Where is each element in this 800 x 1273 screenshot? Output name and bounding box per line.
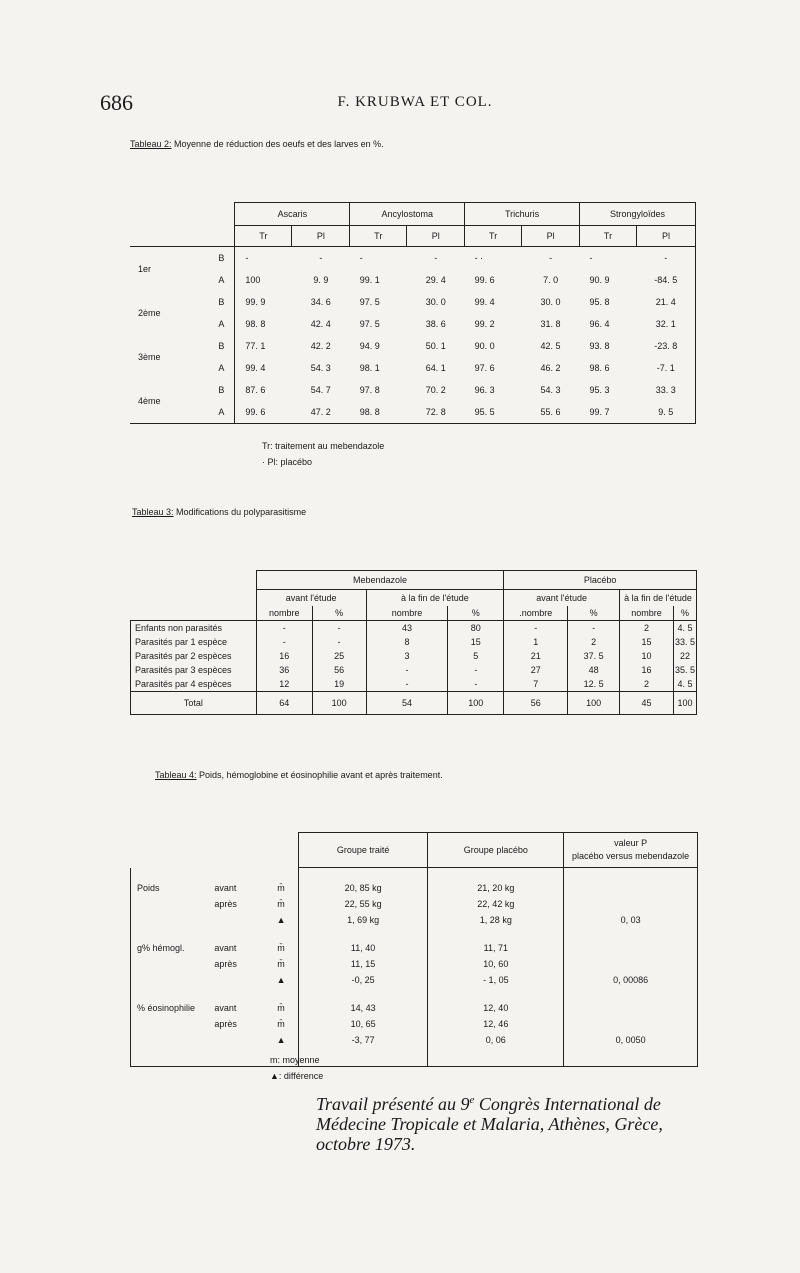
table4-when [214, 912, 264, 928]
table2-sub-header: Tr [350, 226, 407, 247]
table3-cell: 2 [620, 677, 674, 692]
table3-mid-header: avant l'étude [256, 590, 366, 607]
table4-header-pvalue [564, 833, 698, 868]
table2-cell: 99. 4 [474, 297, 495, 307]
table3-cell: 43 [366, 621, 448, 636]
table3-total-cell: 100 [568, 692, 620, 715]
table2-cell: 46. 2 [540, 363, 561, 373]
table3-cell: 22 [673, 649, 696, 663]
table-row [131, 649, 697, 663]
table3-cell: 56 [312, 663, 366, 677]
table3-cell: - [256, 621, 312, 636]
table3-cell: 4. 5 [673, 621, 696, 636]
table2-cell: - [636, 247, 695, 270]
table2-cell: 90. 9 [589, 275, 610, 285]
table4-pvalue [564, 956, 698, 972]
table4-placebo: 0, 06 [428, 1032, 564, 1067]
table-row [131, 972, 698, 988]
table2-cell: 99. 7 [580, 401, 637, 424]
table3-cell: 21 [504, 649, 568, 663]
table-row [130, 379, 696, 401]
table2-cell: 38. 6 [425, 319, 446, 329]
table4-param: Poids [131, 868, 215, 897]
table2-sub-header: Pl [292, 226, 350, 247]
table4-placebo: 22, 42 kg [428, 896, 564, 912]
table-row [131, 868, 698, 897]
table-row [130, 291, 696, 313]
table2-cell: 77. 1 [235, 335, 292, 357]
table3-total-cell: 45 [620, 692, 674, 715]
table4-when: après [214, 959, 237, 969]
table2-sub-header: Tr [465, 226, 522, 247]
table3-total-cell: 100 [312, 692, 366, 715]
table2-cell: 98. 1 [359, 363, 380, 373]
table3-sub-header: % [568, 606, 620, 621]
table3-cell: - [448, 663, 504, 677]
table2-cell: 9. 9 [313, 275, 329, 285]
table2-cell: 97. 5 [359, 297, 380, 307]
table3-total-cell: 100 [448, 692, 504, 715]
table4-placebo: - 1, 05 [428, 972, 564, 988]
footer-line1-a: Travail présenté au 9 [316, 1094, 470, 1114]
table2-sub-header: Pl [407, 226, 465, 247]
table3-cell: 33. 5 [674, 637, 695, 647]
table3-caption-label: Tableau 3: [132, 507, 174, 517]
table3-cell: 2 [620, 621, 674, 636]
table2-cell: 70. 2 [425, 385, 446, 395]
table4-treated: -3, 77 [298, 1032, 428, 1067]
footer-line3: octobre 1973. [316, 1134, 416, 1154]
table2-row-key: B [218, 341, 225, 351]
table3-sub-header: % [312, 606, 366, 621]
table2-cell: 96. 3 [474, 385, 495, 395]
table2-period-label: 4ème [130, 379, 190, 424]
footer-line1-sup: e [469, 1094, 475, 1106]
page-number: 686 [100, 90, 133, 115]
table3-cell: 5 [448, 649, 504, 663]
table-row [131, 1016, 698, 1032]
table2-sub-header: Tr [235, 226, 292, 247]
table4-caption-text: Poids, hémoglobine et éosinophilie avant et après traitement. [196, 770, 443, 780]
table-row [131, 1032, 698, 1067]
table2-cell: 99. 2 [474, 319, 495, 329]
table3-cell: - [312, 635, 366, 649]
legend-delta: ▲: différence [270, 1071, 324, 1081]
table2-row-key: B [218, 297, 225, 307]
table3-cell: 7 [504, 677, 568, 692]
table3-cell: 12 [256, 677, 312, 692]
table2-cell: 98. 8 [235, 313, 292, 335]
table2-cell: -7. 1 [636, 357, 695, 379]
table4-param [131, 1032, 215, 1067]
table4-treated: 10, 65 [298, 1016, 428, 1032]
table-row [131, 928, 698, 956]
table3-cell: - [366, 677, 448, 692]
table4-param [131, 896, 215, 912]
table2-cell: 96. 4 [589, 319, 610, 329]
footer-note [316, 1094, 736, 1154]
table4-treated: 1, 69 kg [298, 912, 428, 928]
table2-cell: 97. 5 [359, 319, 380, 329]
table3-total-label: Total [131, 692, 257, 715]
table3-mid-header: à la fin de l'étude [620, 590, 697, 607]
table4-when [214, 1032, 264, 1067]
table4-pvalue: 0, 03 [564, 912, 698, 928]
table4-param [131, 956, 215, 972]
table2-reduction [130, 202, 696, 424]
table2-cell: 95. 8 [589, 297, 610, 307]
table2-cell: 97. 6 [474, 363, 495, 373]
table2-cell: 99. 9 [235, 291, 292, 313]
table2-cell: - [292, 247, 350, 270]
table3-cell: - [312, 621, 366, 636]
table3-sub-header: % [448, 606, 504, 621]
table3-cell: - [366, 663, 448, 677]
table4-treated: 11, 15 [298, 956, 428, 972]
table4-pvalue [564, 928, 698, 956]
table2-cell: 31. 8 [540, 319, 561, 329]
table4-pvalue [564, 1016, 698, 1032]
table4-symbol: m̄ [277, 943, 285, 953]
table2-caption-label: Tableau 2: [130, 139, 172, 149]
footer-line1 [316, 1094, 736, 1114]
table4-placebo: 10, 60 [428, 956, 564, 972]
table2-cell: 34. 6 [310, 297, 331, 307]
table4-treated: 22, 55 kg [298, 896, 428, 912]
table-row [130, 269, 696, 291]
table2-cell: - [235, 247, 292, 270]
table3-cell: 15 [620, 635, 674, 649]
table4-placebo: 12, 46 [428, 1016, 564, 1032]
table-row [130, 401, 696, 424]
table3-cell: 3 [366, 649, 448, 663]
table4-param [131, 912, 215, 928]
table4-when: avant [214, 943, 237, 953]
table4-header-pvalue-l2: placébo versus mebendazole [572, 851, 690, 861]
table2-cell: - [407, 247, 465, 270]
table-row [130, 247, 696, 270]
table2-row-key: A [218, 319, 225, 329]
table4-param [131, 972, 215, 988]
table4-treated: 14, 43 [298, 988, 428, 1016]
table4-symbol: m̄ [277, 959, 285, 969]
table2-cell: - · [465, 247, 522, 270]
table2-cell: 7. 0 [543, 275, 559, 285]
table-row [131, 677, 697, 692]
table2-cell: 98. 6 [589, 363, 610, 373]
table4-pvalue [564, 896, 698, 912]
table3-cell: 10 [620, 649, 674, 663]
table4-when: après [214, 1019, 237, 1029]
footer-line1-b: Congrès International de [474, 1094, 661, 1114]
table2-caption-text: Moyenne de réduction des oeufs et des larves en %. [171, 139, 384, 149]
table2-sub-header: Pl [522, 226, 580, 247]
legend-pl: · Pl: placébo [262, 457, 313, 467]
table3-cell: - [256, 635, 312, 649]
table3-sub-header: nombre [366, 606, 448, 621]
table-row [131, 635, 697, 649]
table2-row-key: B [190, 247, 235, 270]
table2-row-key: A [190, 401, 235, 424]
table-row [131, 956, 698, 972]
table3-cell: 25 [312, 649, 366, 663]
table-row [130, 335, 696, 357]
table4-pvalue: 0, 00086 [564, 972, 698, 988]
table2-sub-header: Tr [580, 226, 637, 247]
table4-param [131, 1016, 215, 1032]
table3-cell: 4. 5 [673, 677, 696, 692]
table3-mid-header: à la fin de l'étude [366, 590, 504, 607]
table2-caption [130, 139, 384, 149]
table2-row-key: A [218, 275, 225, 285]
table3-cell: 19 [312, 677, 366, 692]
table-row [130, 357, 696, 379]
table3-cell: 15 [448, 635, 504, 649]
table4-when: avant [214, 882, 237, 893]
table2-cell: 29. 4 [425, 275, 446, 285]
table4-symbol: ▲ [276, 915, 286, 925]
table3-cell: - [568, 621, 620, 636]
table-row [130, 313, 696, 335]
table4-when [214, 972, 264, 988]
table4-symbol: m̄ [277, 1019, 285, 1029]
table2-cell: - [580, 247, 637, 270]
table2-sub-header: Pl [636, 226, 695, 247]
table2-cell: 47. 2 [292, 401, 350, 424]
table4-treated: 11, 40 [298, 928, 428, 956]
table3-top-header: Placébo [504, 571, 697, 590]
footer-line2: Médecine Tropicale et Malaria, Athènes, Grèce, [316, 1114, 663, 1134]
table2-cell: 30. 0 [540, 297, 561, 307]
table4-treated: -0, 25 [298, 972, 428, 988]
table2-period-label: 3ème [138, 352, 161, 362]
table2-cell: 54. 3 [540, 385, 561, 395]
table4-placebo: 11, 71 [428, 928, 564, 956]
table2-cell: 42. 4 [310, 319, 331, 329]
table2-cell: - [350, 247, 407, 270]
table2-cell: 99. 1 [359, 275, 380, 285]
table2-cell: 98. 8 [350, 401, 407, 424]
table3-row-label: Parasités par 1 espèce [131, 635, 257, 649]
table4-pvalue [564, 868, 698, 897]
table2-group-header: Ascaris [235, 203, 350, 226]
table4-header-pvalue-l1: valeur P [614, 838, 648, 848]
table2-cell: -23. 8 [636, 335, 695, 357]
running-header-authors: F. KRUBWA ET COL. [337, 94, 493, 110]
table3-cell: 16 [620, 663, 674, 677]
table4-when: avant [214, 1003, 237, 1013]
table3-cell: 37. 5 [568, 649, 620, 663]
table3-cell: 48 [568, 663, 620, 677]
table3-cell: 16 [256, 649, 312, 663]
table2-cell: 64. 1 [425, 363, 446, 373]
table3-cell: 36 [256, 663, 312, 677]
table4-legend [270, 1052, 323, 1084]
table-row [131, 663, 697, 677]
table2-cell: 100 [235, 269, 292, 291]
table4-param: g% hémogl. [131, 928, 215, 956]
table3-row-label: Enfants non parasités [131, 621, 257, 636]
table2-cell: 90. 0 [474, 341, 495, 351]
table2-cell: 9. 5 [636, 401, 695, 424]
table2-cell: - [522, 247, 580, 270]
table4-symbol: m̄ [277, 899, 285, 909]
table2-cell: 21. 4 [636, 291, 695, 313]
table2-row-key: A [218, 363, 225, 373]
table4-pvalue: 0, 0050 [564, 1032, 698, 1067]
table2-cell: 97. 8 [359, 385, 380, 395]
table2-cell: 55. 6 [522, 401, 580, 424]
table3-cell: - [504, 621, 568, 636]
table3-cell: 1 [504, 635, 568, 649]
table2-cell: 99. 4 [235, 357, 292, 379]
table3-caption-text: Modifications du polyparasitisme [173, 507, 307, 517]
table4-pvalue [564, 988, 698, 1016]
legend-tr: Tr: traitement au mebendazole [262, 441, 385, 451]
legend-m: m: moyenne [270, 1055, 320, 1065]
table3-sub-header: % [673, 606, 696, 621]
table2-cell: 30. 0 [425, 297, 446, 307]
table2-cell: -84. 5 [636, 269, 695, 291]
table3-cell: 8 [366, 635, 448, 649]
table3-caption [132, 507, 306, 517]
table-row [131, 912, 698, 928]
table4-symbol: m̄ [277, 882, 285, 893]
table-row [131, 896, 698, 912]
table3-row-label: Parasités par 4 espèces [131, 677, 257, 692]
table3-total-row [131, 692, 697, 715]
table4-placebo: 21, 20 kg [428, 868, 564, 897]
table2-period-label: 2ème [138, 308, 161, 318]
table3-row-label: Parasités par 3 espèces [131, 663, 257, 677]
table2-group-header: Strongyloïdes [580, 203, 696, 226]
table4-param: % éosinophilie [131, 988, 215, 1016]
table4-weight-hemoglobin [130, 832, 698, 1067]
table2-period-label: 1er [130, 247, 190, 292]
table4-placebo: 1, 28 kg [428, 912, 564, 928]
table3-total-cell: 56 [504, 692, 568, 715]
table3-top-header: Mebendazole [256, 571, 504, 590]
table3-cell: 80 [448, 621, 504, 636]
table4-caption-label: Tableau 4: [155, 770, 197, 780]
table3-cell: 27 [504, 663, 568, 677]
table3-polyparasitism [130, 570, 697, 715]
table2-group-header: Trichuris [465, 203, 580, 226]
table2-cell: 99. 6 [235, 401, 292, 424]
table3-sub-header: nombre [256, 606, 312, 621]
table4-placebo: 12, 40 [428, 988, 564, 1016]
table2-cell: 50. 1 [425, 341, 446, 351]
table3-cell: - [448, 677, 504, 692]
table4-symbol: ▲ [276, 975, 286, 985]
table3-cell: 35. 5 [674, 665, 695, 675]
table4-caption [155, 770, 443, 780]
table2-cell: 33. 3 [636, 379, 695, 401]
table2-cell: 93. 8 [589, 341, 610, 351]
table3-total-cell: 64 [256, 692, 312, 715]
table2-row-key: B [218, 385, 225, 395]
table2-cell: 72. 8 [407, 401, 465, 424]
table2-cell: 54. 3 [310, 363, 331, 373]
table4-when: après [214, 899, 237, 909]
table3-total-cell: 100 [673, 692, 696, 715]
table2-cell: 32. 1 [636, 313, 695, 335]
table2-cell: 95. 5 [465, 401, 522, 424]
table3-sub-header: nombre [620, 606, 674, 621]
table2-cell: 54. 7 [310, 385, 331, 395]
table-row [131, 988, 698, 1016]
table2-group-header: Ancylostoma [350, 203, 465, 226]
table4-symbol: ▲ [264, 1032, 298, 1067]
table2-cell: 99. 6 [474, 275, 495, 285]
table3-cell: 12. 5 [568, 677, 620, 692]
table3-row-label: Parasités par 2 espèces [131, 649, 257, 663]
table2-cell: 94. 9 [359, 341, 380, 351]
table3-cell: 2 [568, 635, 620, 649]
table4-header-placebo: Groupe placébo [428, 833, 564, 868]
table2-cell: 42. 5 [540, 341, 561, 351]
table-row [131, 621, 697, 636]
table2-legend [262, 438, 384, 470]
table4-symbol: m̄ [277, 1003, 285, 1013]
table2-cell: 42. 2 [310, 341, 331, 351]
table3-mid-header: avant l'étude [504, 590, 620, 607]
table4-treated: 20, 85 kg [298, 868, 428, 897]
table3-total-cell: 54 [366, 692, 448, 715]
table2-cell: 87. 6 [235, 379, 292, 401]
table4-header-treated: Groupe traité [298, 833, 428, 868]
table2-cell: 95. 3 [589, 385, 610, 395]
table3-sub-header: .nombre [504, 606, 568, 621]
